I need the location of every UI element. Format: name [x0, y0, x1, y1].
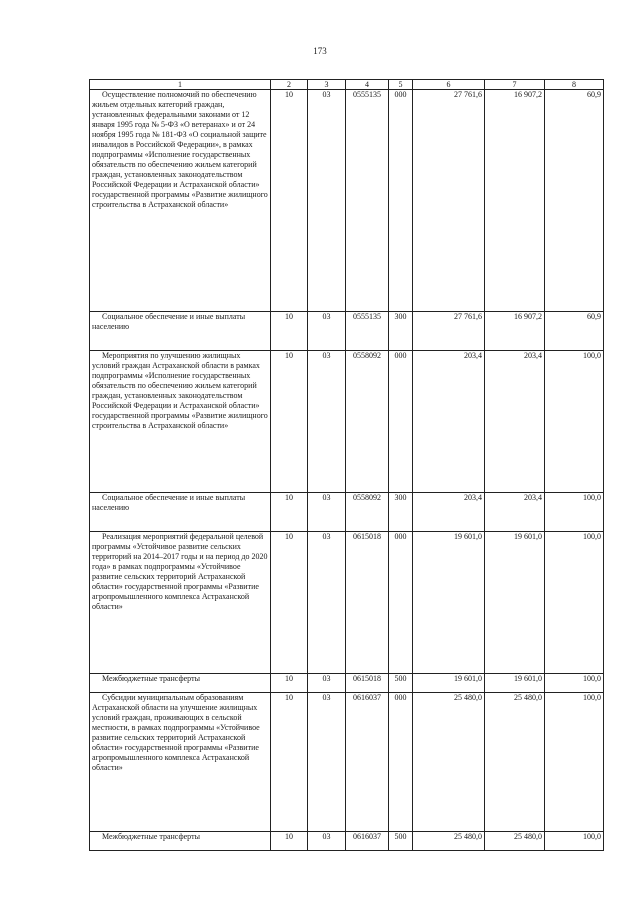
- expense-type-code: 300: [389, 493, 413, 532]
- amount-executed: 203,4: [485, 493, 545, 532]
- execution-percent: 60,9: [545, 312, 604, 351]
- amount-planned: 25 480,0: [413, 693, 485, 832]
- amount-planned: 19 601,0: [413, 674, 485, 693]
- table-row: [90, 312, 604, 351]
- table-row: [90, 832, 604, 851]
- subsection-code: 03: [308, 312, 346, 351]
- target-article-code: 0558092: [346, 351, 389, 493]
- row-description: Осуществление полномочий по обеспечению жильем отдельных категорий граждан, установленных федеральными законами от 12 января 1995 года № 5-ФЗ «О ветеранах» и от 24 ноября 1995 года № 181-ФЗ «О социальной защите инвалидов в Российской Федерации», в рамках подпрограммы «Исполнение государственных обязательств по обеспечению жильем категорий граждан, установленных законодательством Российской Федерации и Астраханской области» государственной программы «Развитие жилищного строительства в Астраханской области»: [90, 90, 271, 312]
- amount-executed: 19 601,0: [485, 674, 545, 693]
- target-article-code: 0616037: [346, 832, 389, 851]
- subsection-code: 03: [308, 532, 346, 674]
- table-row: [90, 674, 604, 693]
- target-article-code: 0615018: [346, 674, 389, 693]
- table-row: [90, 693, 604, 832]
- subsection-code: 03: [308, 674, 346, 693]
- column-header: 4: [346, 80, 389, 90]
- target-article-code: 0616037: [346, 693, 389, 832]
- table-row: [90, 532, 604, 674]
- section-code: 10: [271, 674, 308, 693]
- expense-type-code: 000: [389, 351, 413, 493]
- amount-executed: 19 601,0: [485, 532, 545, 674]
- amount-executed: 203,4: [485, 351, 545, 493]
- execution-percent: 100,0: [545, 693, 604, 832]
- section-code: 10: [271, 532, 308, 674]
- execution-percent: 100,0: [545, 493, 604, 532]
- column-header: 3: [308, 80, 346, 90]
- amount-planned: 203,4: [413, 493, 485, 532]
- subsection-code: 03: [308, 832, 346, 851]
- execution-percent: 100,0: [545, 832, 604, 851]
- execution-percent: 60,9: [545, 90, 604, 312]
- target-article-code: 0558092: [346, 493, 389, 532]
- amount-planned: 203,4: [413, 351, 485, 493]
- subsection-code: 03: [308, 493, 346, 532]
- amount-executed: 16 907,2: [485, 90, 545, 312]
- row-description: Социальное обеспечение и иные выплаты населению: [90, 493, 271, 532]
- section-code: 10: [271, 493, 308, 532]
- subsection-code: 03: [308, 351, 346, 493]
- row-description: Реализация мероприятий федеральной целевой программы «Устойчивое развитие сельских территорий на 2014–2017 годы и на период до 2020 года» в рамках подпрограммы «Устойчивое развитие сельских территорий Астраханской области» государственной программы «Развитие агропромышленного комплекса Астраханской области»: [90, 532, 271, 674]
- row-description: Мероприятия по улучшению жилищных условий граждан Астраханской области в рамках подпрограммы «Исполнение государственных обязательств по обеспечению жильем категорий граждан, установленных законодательством Российской Федерации и Астраханской области» государственной программы «Развитие жилищного строительства в Астраханской области»: [90, 351, 271, 493]
- subsection-code: 03: [308, 693, 346, 832]
- subsection-code: 03: [308, 90, 346, 312]
- column-header: 2: [271, 80, 308, 90]
- section-code: 10: [271, 832, 308, 851]
- table-row: [90, 493, 604, 532]
- column-header: 8: [545, 80, 604, 90]
- page-number: 173: [313, 46, 327, 56]
- section-code: 10: [271, 351, 308, 493]
- expense-type-code: 000: [389, 693, 413, 832]
- row-description: Межбюджетные трансферты: [90, 832, 271, 851]
- amount-executed: 25 480,0: [485, 693, 545, 832]
- row-description: Субсидии муниципальным образованиям Астраханской области на улучшение жилищных условий граждан, проживающих в сельской местности, в рамках подпрограммы «Устойчивое развитие сельских территорий Астраханской области» государственной программы «Развитие агропромышленного комплекса Астраханской области»: [90, 693, 271, 832]
- table-row: [90, 90, 604, 312]
- target-article-code: 0615018: [346, 532, 389, 674]
- row-description: Социальное обеспечение и иные выплаты населению: [90, 312, 271, 351]
- row-description: Межбюджетные трансферты: [90, 674, 271, 693]
- column-header: 5: [389, 80, 413, 90]
- amount-executed: 16 907,2: [485, 312, 545, 351]
- expense-type-code: 300: [389, 312, 413, 351]
- target-article-code: 0555135: [346, 90, 389, 312]
- execution-percent: 100,0: [545, 532, 604, 674]
- section-code: 10: [271, 693, 308, 832]
- column-header: 1: [90, 80, 271, 90]
- amount-planned: 25 480,0: [413, 832, 485, 851]
- section-code: 10: [271, 90, 308, 312]
- amount-planned: 19 601,0: [413, 532, 485, 674]
- expense-type-code: 000: [389, 90, 413, 312]
- expense-type-code: 500: [389, 832, 413, 851]
- execution-percent: 100,0: [545, 351, 604, 493]
- section-code: 10: [271, 312, 308, 351]
- table-header-row: [90, 80, 604, 90]
- budget-table: [89, 79, 604, 851]
- execution-percent: 100,0: [545, 674, 604, 693]
- column-header: 6: [413, 80, 485, 90]
- expense-type-code: 500: [389, 674, 413, 693]
- amount-planned: 27 761,6: [413, 90, 485, 312]
- amount-executed: 25 480,0: [485, 832, 545, 851]
- column-header: 7: [485, 80, 545, 90]
- table-row: [90, 351, 604, 493]
- target-article-code: 0555135: [346, 312, 389, 351]
- amount-planned: 27 761,6: [413, 312, 485, 351]
- expense-type-code: 000: [389, 532, 413, 674]
